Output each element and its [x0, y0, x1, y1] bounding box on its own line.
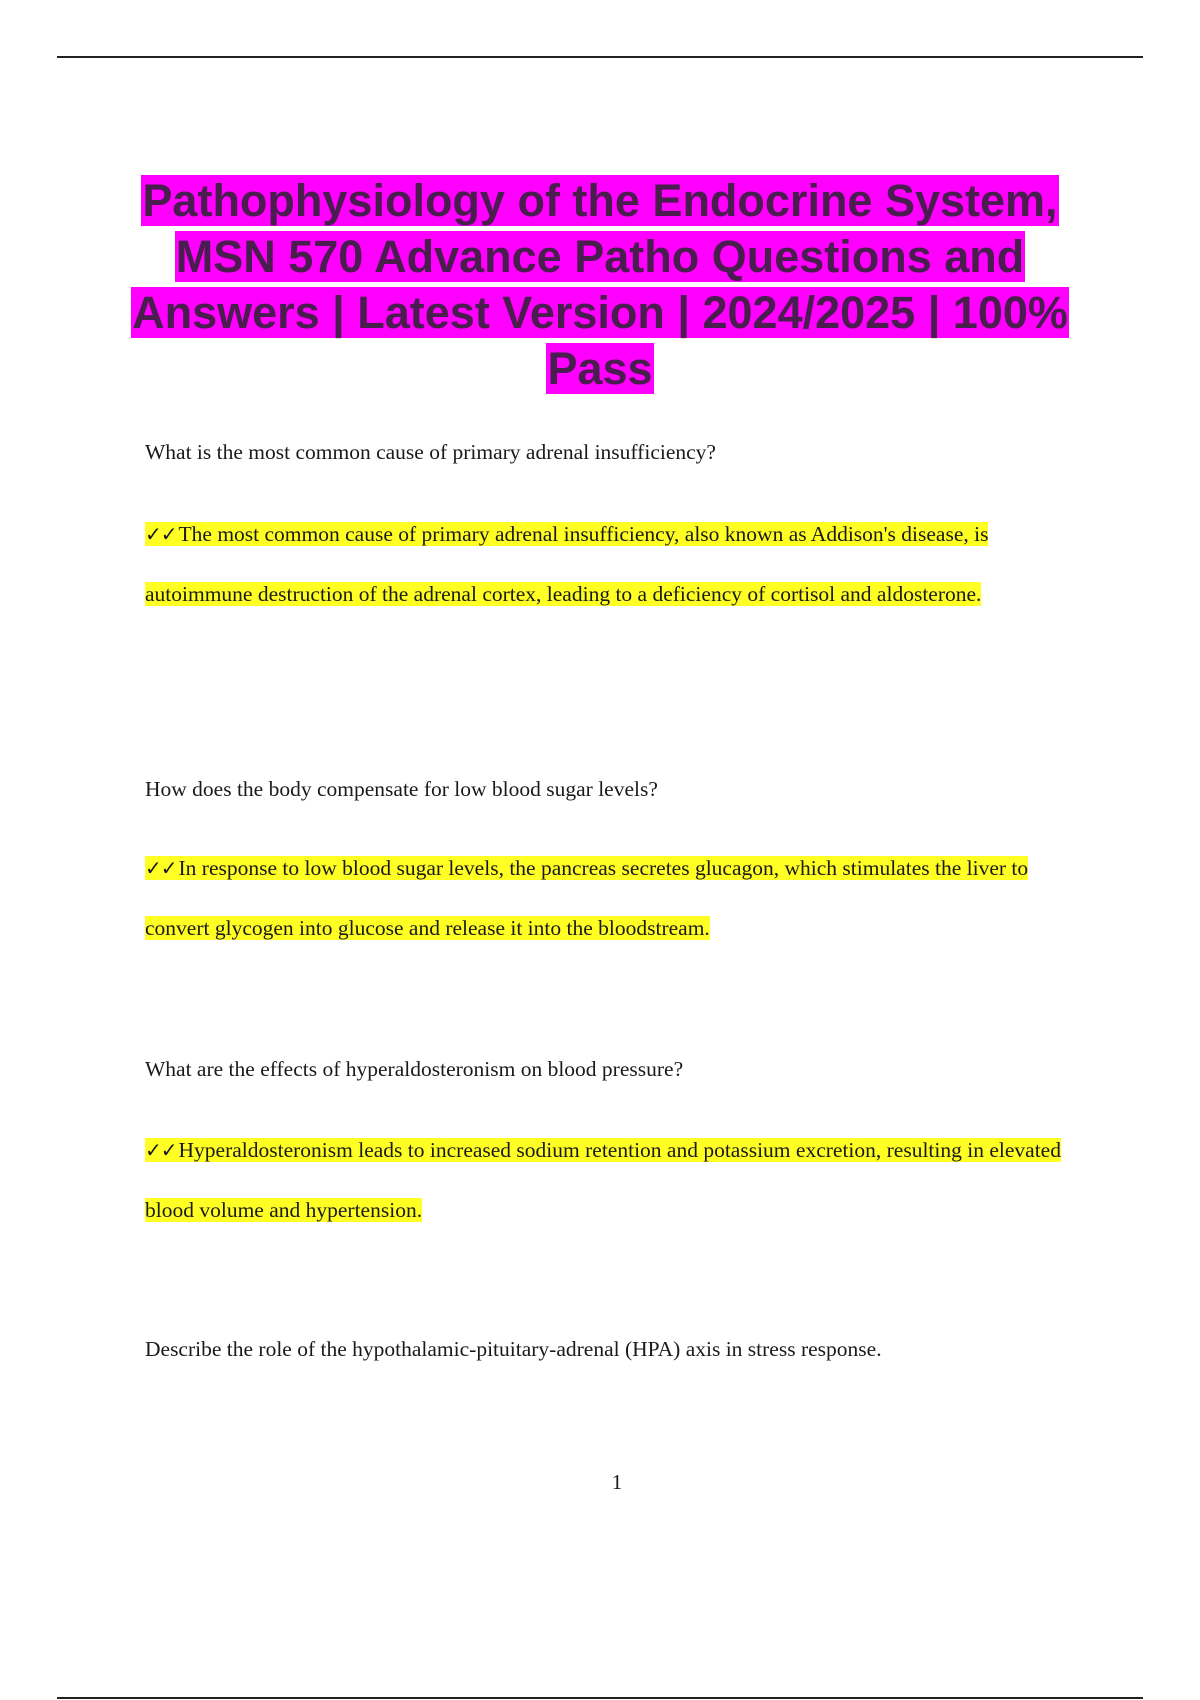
document-title: [100, 173, 1100, 397]
answer-text: [145, 1120, 1085, 1240]
checkmark-icon: ✓✓: [145, 856, 177, 880]
answer-body: The most common cause of primary adrenal insufficiency, also known as Addison's disease, is autoimmune destruction of the adrenal cortex, leading to a deficiency of cortisol and aldosterone.: [145, 522, 989, 606]
qa-item: [145, 774, 1085, 958]
top-rule: [57, 56, 1143, 58]
qa-item: [145, 1334, 1085, 1364]
answer-text: [145, 838, 1085, 958]
page-number: 1: [611, 1470, 623, 1494]
answer-highlight: [145, 1138, 1061, 1222]
answer-body: In response to low blood sugar levels, the pancreas secretes glucagon, which stimulates the liver to convert glycogen into glucose and release it into the bloodstream.: [145, 856, 1029, 940]
answer-body: Hyperaldosteronism leads to increased sodium retention and potassium excretion, resulting in elevated blood volume and hypertension.: [145, 1138, 1061, 1222]
qa-item: [145, 1054, 1085, 1240]
question-text: What is the most common cause of primary adrenal insufficiency?: [145, 440, 716, 464]
answer-highlight: [145, 522, 988, 606]
question-text: How does the body compensate for low blood sugar levels?: [145, 777, 658, 801]
checkmark-icon: ✓✓: [145, 522, 177, 546]
answer-highlight: [145, 856, 1028, 940]
qa-item: [145, 437, 1085, 624]
question-text: Describe the role of the hypothalamic-pituitary-adrenal (HPA) axis in stress response.: [145, 1337, 882, 1361]
title-highlight: Pathophysiology of the Endocrine System, MSN 570 Advance Patho Questions and Answers | Latest Version | 2024/2025 | 100% Pass: [132, 175, 1068, 395]
bottom-rule: [57, 1697, 1143, 1699]
answer-text: [145, 504, 1085, 624]
checkmark-icon: ✓✓: [145, 1138, 177, 1162]
question-text: What are the effects of hyperaldosteronism on blood pressure?: [145, 1057, 684, 1081]
